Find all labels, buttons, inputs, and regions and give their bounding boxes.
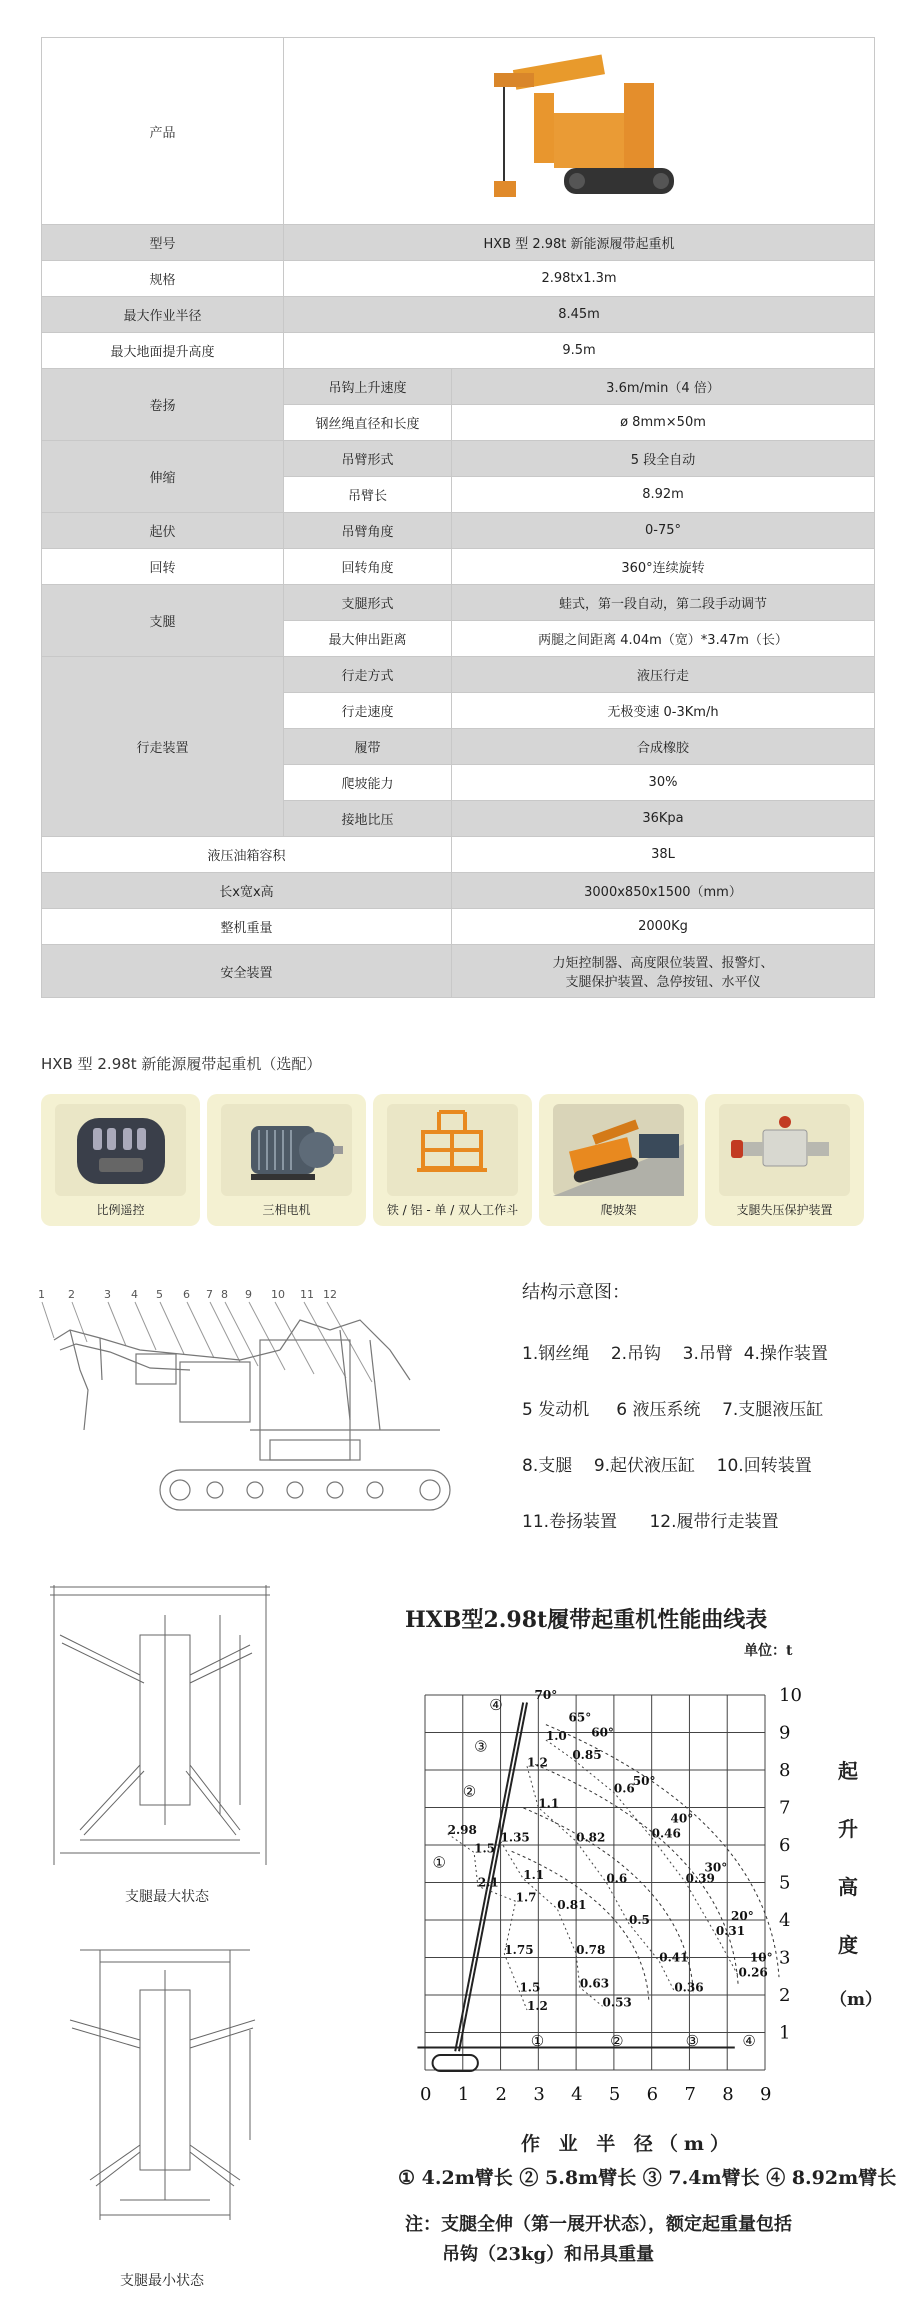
boom-marker: ① <box>530 2032 545 2050</box>
option-card-climb <box>539 1094 698 1226</box>
spec-group-label: 回转 <box>42 549 284 585</box>
option-label: 支腿失压保护装置 <box>736 1203 833 1217</box>
load-value-label: 0.78 <box>576 1942 606 1957</box>
load-value-label: 0.39 <box>685 1871 715 1886</box>
chart-note-line-1: 注：支腿全伸（第一展开状态），额定起重量包括 <box>405 2214 792 2235</box>
spec-value: 9.5m <box>284 333 875 369</box>
valve-icon <box>719 1104 850 1196</box>
spec-value <box>452 945 875 998</box>
load-value-label: 0.36 <box>674 1980 704 1995</box>
spec-label: 规格 <box>42 261 284 297</box>
y-tick-label: 6 <box>779 1835 791 1856</box>
structure-callout: 5 <box>156 1288 163 1301</box>
spec-label: 整机重量 <box>42 909 452 945</box>
load-value-label: 0.46 <box>651 1826 681 1841</box>
spec-label: 型号 <box>42 225 284 261</box>
structure-callout: 6 <box>183 1288 190 1301</box>
spec-value: 5 段全自动 <box>452 441 875 477</box>
structure-callout: 4 <box>131 1288 138 1301</box>
boom-marker: ③ <box>685 2032 700 2050</box>
spec-label: 安全装置 <box>42 945 452 998</box>
load-value-label: 0.26 <box>738 1965 768 1980</box>
y-tick-label: 1 <box>779 2022 791 2044</box>
performance-chart <box>340 1660 830 2140</box>
option-card-basket <box>373 1094 532 1226</box>
spec-label: 回转角度 <box>284 549 452 585</box>
structure-callout: 2 <box>68 1288 75 1301</box>
spec-label: 爬坡能力 <box>284 765 452 801</box>
chart-ylabel: （m） <box>830 1990 882 2010</box>
spec-value: 两腿之间距离 4.04m（宽）*3.47m（长） <box>452 621 875 657</box>
product-label: 产品 <box>42 38 284 225</box>
boom-marker: ② <box>462 1782 477 1801</box>
chart-ylabel: 度 <box>838 1933 858 1957</box>
structure-diagram <box>40 1280 480 1540</box>
load-value-label: 0.63 <box>579 1976 610 1991</box>
load-value-label: 1.5 <box>474 1841 496 1856</box>
boom-marker: ③ <box>474 1737 488 1756</box>
callout-leader <box>72 1302 87 1342</box>
structure-callout: 10 <box>271 1288 285 1301</box>
spec-label: 行走速度 <box>284 693 452 729</box>
motor-icon <box>221 1104 352 1196</box>
option-card-remote <box>41 1094 200 1226</box>
spec-group-label: 支腿 <box>42 585 284 657</box>
option-card-valve <box>705 1094 864 1226</box>
x-tick-label: 6 <box>646 2084 659 2105</box>
load-value-label: 2.98 <box>447 1822 477 1837</box>
y-tick-label: 8 <box>779 1760 791 1781</box>
structure-callout: 8 <box>221 1288 228 1301</box>
safety-line-2: 支腿保护装置、急停按钮、水平仪 <box>565 975 761 990</box>
callout-leader <box>160 1302 184 1354</box>
spec-value: 30% <box>452 765 875 801</box>
option-card-motor <box>207 1094 366 1226</box>
options-title: HXB 型 2.98t 新能源履带起重机（选配） <box>41 1055 322 1073</box>
callout-leader <box>42 1302 54 1338</box>
option-label: 比例遥控 <box>96 1203 145 1217</box>
structure-callout: 7 <box>206 1288 213 1301</box>
structure-callout: 12 <box>323 1288 337 1301</box>
spec-group-label: 行走装置 <box>42 657 284 837</box>
spec-label: 液压油箱容积 <box>42 837 452 873</box>
load-value-label: 0.6 <box>606 1871 628 1886</box>
y-tick-label: 10 <box>779 1685 802 1706</box>
load-value-label: 0.6 <box>613 1781 635 1796</box>
load-value-label: 1.2 <box>527 1755 548 1770</box>
spec-value: 液压行走 <box>452 657 875 693</box>
spec-value: 2000Kg <box>452 909 875 945</box>
structure-legend-line: 5 发动机 6 液压系统 7.支腿液压缸 <box>522 1400 824 1420</box>
x-tick-label: 3 <box>533 2084 545 2105</box>
angle-label: 65° <box>568 1710 592 1725</box>
load-value-label: 2.1 <box>477 1875 499 1890</box>
y-tick-label: 3 <box>779 1947 791 1969</box>
load-value-label: 1.5 <box>519 1980 541 1995</box>
x-tick-label: 2 <box>495 2084 508 2105</box>
spec-group-label: 卷扬 <box>42 369 284 441</box>
spec-value: 36Kpa <box>452 801 875 837</box>
structure-callout: 9 <box>245 1288 252 1301</box>
load-value-label: 1.0 <box>545 1729 567 1743</box>
y-tick-label: 2 <box>779 1985 791 2006</box>
spec-label: 长x宽x高 <box>42 873 452 909</box>
structure-callout: 1 <box>38 1288 45 1301</box>
load-value-label: 1.2 <box>527 1999 548 2013</box>
angle-label: 60° <box>591 1725 614 1740</box>
boom-marker: ④ <box>742 2032 756 2050</box>
spec-value: 3.6m/min（4 倍） <box>452 369 875 405</box>
option-label: 铁 / 铝 - 单 / 双人工作斗 <box>386 1203 519 1217</box>
outrigger-min-caption: 支腿最小状态 <box>120 2273 204 2289</box>
spec-value: 蛙式，第一段自动，第二段手动调节 <box>452 585 875 621</box>
spec-label: 吊臂长 <box>284 477 452 513</box>
angle-label: 50° <box>632 1774 656 1788</box>
x-tick-label: 5 <box>608 2084 621 2105</box>
spec-label: 支腿形式 <box>284 585 452 621</box>
structure-callout: 3 <box>104 1288 111 1301</box>
spec-value: ø 8mm×50m <box>452 405 875 441</box>
spec-value: 合成橡胶 <box>452 729 875 765</box>
x-tick-label: 4 <box>571 2084 583 2105</box>
product-image-cell <box>284 38 875 225</box>
load-value-label: 0.31 <box>715 1924 746 1938</box>
spec-group-label: 伸缩 <box>42 441 284 513</box>
spec-label: 钢丝绳直径和长度 <box>284 405 452 441</box>
spec-value: 8.45m <box>284 297 875 333</box>
x-tick-label: 7 <box>684 2084 696 2105</box>
remote-control-icon <box>55 1104 186 1196</box>
boom-marker: ① <box>432 1853 447 1872</box>
load-value-label: 1.35 <box>500 1830 530 1845</box>
angle-label: 20° <box>731 1909 754 1923</box>
spec-label: 最大作业半径 <box>42 297 284 333</box>
spec-label: 最大伸出距离 <box>284 621 452 657</box>
option-label: 三相电机 <box>262 1203 311 1217</box>
load-value-label: 0.41 <box>659 1950 689 1965</box>
y-tick-label: 5 <box>779 1872 791 1894</box>
load-value-label: 0.53 <box>602 1995 632 2010</box>
boom-marker: ② <box>610 2032 624 2050</box>
x-tick-label: 0 <box>420 2084 432 2105</box>
outrigger-max-caption: 支腿最大状态 <box>125 1889 209 1905</box>
structure-legend-line: 1.钢丝绳 2.吊钩 3.吊臂 4.操作装置 <box>522 1344 828 1364</box>
crane-product-image <box>474 43 684 219</box>
angle-label: 40° <box>670 1811 694 1826</box>
spec-value: 3000x850x1500（mm） <box>452 873 875 909</box>
callout-leader <box>135 1302 156 1350</box>
spec-value: 360°连续旋转 <box>452 549 875 585</box>
spec-label: 接地比压 <box>284 801 452 837</box>
load-value-label: 0.81 <box>557 1897 587 1912</box>
chart-ylabel: 升 <box>838 1817 858 1841</box>
x-tick-label: 9 <box>760 2084 772 2105</box>
spec-label: 最大地面提升高度 <box>42 333 284 369</box>
structure-legend-line: 8.支腿 9.起伏液压缸 10.回转装置 <box>522 1456 812 1476</box>
climbing-frame-icon <box>553 1104 684 1196</box>
chart-ylabel: 起 <box>838 1759 858 1783</box>
option-label: 爬坡架 <box>600 1203 637 1217</box>
y-tick-label: 4 <box>779 1910 791 1931</box>
spec-label: 吊臂角度 <box>284 513 452 549</box>
series-line <box>448 1834 527 2010</box>
spec-label: 吊钩上升速度 <box>284 369 452 405</box>
structure-callout: 11 <box>300 1288 314 1301</box>
load-value-label: 1.1 <box>538 1796 560 1811</box>
chart-note-line-2: 吊钩（23kg）和吊具重量 <box>442 2244 655 2265</box>
x-tick-label: 1 <box>457 2084 470 2105</box>
spec-value: 2.98tx1.3m <box>284 261 875 297</box>
angle-arcs <box>512 1725 779 2000</box>
outrigger-min-diagram <box>40 1920 280 2240</box>
boom-length-legend: ① 4.2m臂长 ② 5.8m臂长 ③ 7.4m臂长 ④ 8.92m臂长 <box>398 2167 897 2189</box>
angle-label: 30° <box>704 1860 728 1875</box>
angle-label: 10° <box>749 1950 773 1965</box>
spec-value: 8.92m <box>452 477 875 513</box>
outrigger-max-diagram <box>40 1575 280 1875</box>
boom-marker: ④ <box>489 1696 503 1714</box>
spec-value: 38L <box>452 837 875 873</box>
work-basket-icon <box>387 1104 518 1196</box>
angle-arc <box>546 1725 779 1978</box>
y-tick-label: 7 <box>779 1797 791 1819</box>
spec-value: 0-75° <box>452 513 875 549</box>
spec-label: 行走方式 <box>284 657 452 693</box>
spec-value: HXB 型 2.98t 新能源履带起重机 <box>284 225 875 261</box>
callout-leader <box>108 1302 126 1346</box>
crawler <box>433 2055 478 2071</box>
load-value-label: 1.7 <box>515 1890 537 1905</box>
chart-title: HXB型2.98t履带起重机性能曲线表 <box>405 1607 768 1633</box>
callout-leader <box>187 1302 214 1358</box>
spec-group-label: 起伏 <box>42 513 284 549</box>
chart-xlabel: 作 业 半 径（m） <box>521 2133 735 2155</box>
load-value-label: 1.1 <box>523 1867 545 1882</box>
spec-label: 吊臂形式 <box>284 441 452 477</box>
angle-label: 70° <box>534 1687 558 1702</box>
load-value-label: 0.85 <box>572 1747 602 1762</box>
y-tick-label: 9 <box>779 1722 791 1744</box>
spec-label: 履带 <box>284 729 452 765</box>
structure-title: 结构示意图： <box>522 1282 630 1303</box>
spec-table <box>41 37 875 998</box>
spec-value: 无极变速 0-3Km/h <box>452 693 875 729</box>
callout-leader <box>210 1302 240 1362</box>
x-tick-label: 8 <box>722 2084 734 2105</box>
structure-legend-line: 11.卷扬装置 12.履带行走装置 <box>522 1512 779 1532</box>
load-value-label: 1.75 <box>504 1942 534 1957</box>
load-value-label: 0.5 <box>629 1912 650 1927</box>
chart-unit: 单位：t <box>744 1643 793 1659</box>
chart-ylabel: 高 <box>838 1875 858 1899</box>
safety-line-1: 力矩控制器、高度限位装置、报警灯、 <box>552 956 774 971</box>
load-value-label: 0.82 <box>576 1830 606 1845</box>
